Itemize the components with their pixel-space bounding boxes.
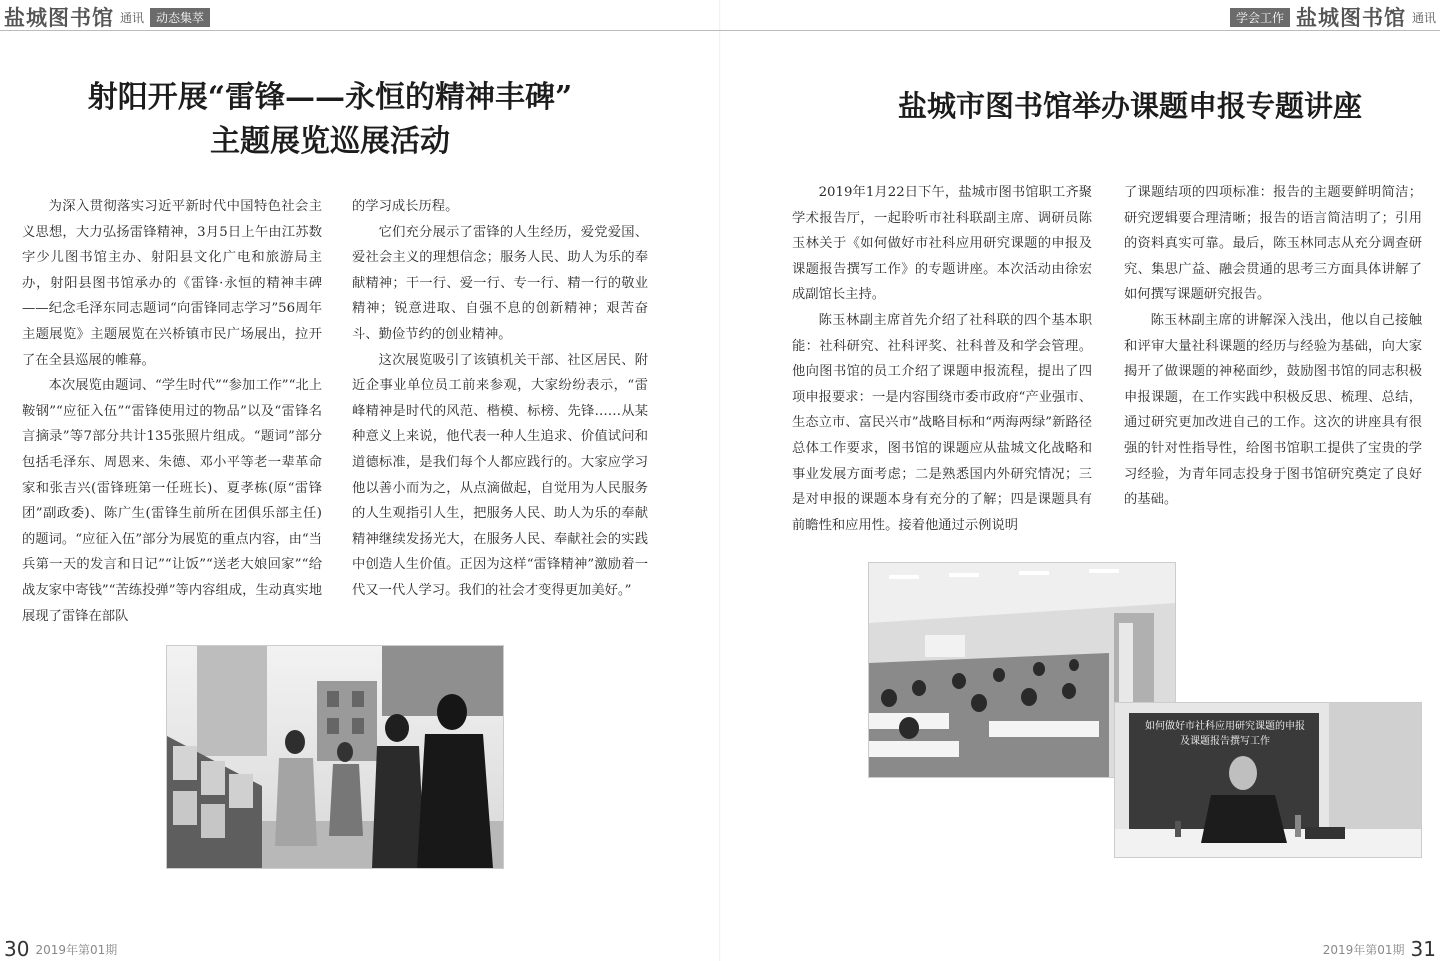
library-logo: 盐城图书馆 bbox=[1295, 5, 1406, 30]
page-number: 30 bbox=[4, 937, 30, 961]
header-subtitle: 通讯 bbox=[1411, 10, 1436, 25]
left-footer bbox=[4, 935, 117, 961]
section-tag: 学会工作 bbox=[1230, 8, 1290, 27]
screen-line-1: 如何做好市社科应用研究课题的申报 bbox=[1145, 721, 1305, 732]
issue-label: 2019年第01期 bbox=[1322, 943, 1405, 957]
title-line-1: 射阳开展“雷锋——永恒的精神丰碑” bbox=[87, 80, 573, 115]
issue-label: 2019年第01期 bbox=[35, 943, 118, 957]
right-footer bbox=[1323, 935, 1436, 961]
article-column-1 bbox=[792, 180, 1092, 538]
article-column-1 bbox=[22, 194, 322, 629]
paragraph: 本次展览由题词、“学生时代”“参加工作”“北上鞍钢”“应征入伍”“雷锋使用过的物品”以及“雷锋名言摘录”等7部分共计135张照片组成。“题词”部分包括毛泽东、周恩来、朱德、邓小平等老一辈革命家和张吉兴(雷锋班第一任班长)、夏孝栋(原“雷锋团”副政委)、陈广生(雷锋生前所在团俱乐部主任)的题词。“应征入伍”部分为展览的重点内容，由“当兵第一天的发言和日记”“让饭”“送老大娘回家”“给战友家中寄钱”“苦练投弹”等内容组成，生动真实地展现了雷锋在部队 bbox=[22, 378, 322, 624]
right-header bbox=[1230, 4, 1436, 30]
paragraph: 为深入贯彻落实习近平新时代中国特色社会主义思想，大力弘扬雷锋精神，3月5日上午由江苏数字少儿图书馆主办、射阳县文化广电和旅游局主办，射阳县图书馆承办的《雷锋·永恒的精神丰碑——纪念毛泽东同志题词“向雷锋同志学习”56周年主题展览》主题展览在兴桥镇市民广场展出，拉开了在全县巡展的帷幕。 bbox=[22, 199, 322, 368]
right-page bbox=[720, 0, 1440, 961]
article-column-2 bbox=[1124, 180, 1422, 513]
projection-screen-text bbox=[1137, 719, 1313, 749]
paragraph: 2019年1月22日下午，盐城市图书馆职工齐聚学术报告厅，一起聆听市社科联副主席、调研员陈玉林关于《如何做好市社科应用研究课题的申报及课题报告撰写工作》的专题讲座。本次活动由徐宏成副馆长主持。 bbox=[792, 185, 1092, 303]
paragraph: 陈玉林副主席首先介绍了社科联的四个基本职能：社科研究、社科评奖、社科普及和学会管理。他向图书馆的员工介绍了课题申报流程，提出了四项申报要求：一是内容围绕市委市政府“产业强市、生态立市、富民兴市”战略目标和“两海两绿”新路径总体工作要求，图书馆的课题应从盐城文化战略和事业发展方面考虑；二是熟悉国内外研究情况；三是对申报的课题本身有充分的了解；四是课题具有前瞻性和应用性。接着他通过示例说明 bbox=[792, 312, 1092, 533]
article-title bbox=[0, 76, 660, 164]
section-tag: 动态集萃 bbox=[150, 8, 210, 27]
left-header bbox=[4, 4, 210, 30]
article-column-2 bbox=[352, 194, 648, 604]
library-logo: 盐城图书馆 bbox=[4, 5, 114, 30]
exhibition-photo bbox=[166, 645, 504, 869]
screen-line-2: 及课题报告撰写工作 bbox=[1180, 736, 1270, 747]
page-number: 31 bbox=[1410, 937, 1436, 961]
paragraph: 陈玉林副主席的讲解深入浅出，他以自己接触和评审大量社科课题的经历与经验为基础，向大家揭开了做课题的神秘面纱，鼓励图书馆的同志积极申报课题，在工作实践中积极反思、梳理、总结，通过研究更加改进自己的工作。这次的讲座具有很强的针对性指导性，给图书馆职工提供了宝贵的学习经验，为青年同志投身于图书馆研究奠定了良好的基础。 bbox=[1124, 312, 1422, 508]
paragraph-continued: 了课题结项的四项标准：报告的主题要鲜明简洁；研究逻辑要合理清晰；报告的语言简洁明了；引用的资料真实可靠。最后，陈玉林同志从充分调查研究、集思广益、融会贯通的思考三方面具体讲解了如何撰写课题研究报告。 bbox=[1124, 185, 1422, 303]
speaker-photo bbox=[1114, 702, 1422, 858]
article-title: 盐城市图书馆举办课题申报专题讲座 bbox=[897, 89, 1362, 123]
paragraph: 它们充分展示了雷锋的人生经历，爱党爱国、爱社会主义的理想信念；服务人民、助人为乐的奉献精神；干一行、爱一行、专一行、精一行的敬业精神；锐意进取、自强不息的创新精神；艰苦奋斗、勤俭节约的创业精神。 bbox=[352, 224, 648, 342]
exhibition-photo-image bbox=[167, 646, 503, 868]
header-rule bbox=[0, 30, 720, 31]
header-rule bbox=[720, 30, 1440, 31]
paragraph-continued: 的学习成长历程。 bbox=[352, 199, 459, 214]
paragraph: 这次展览吸引了该镇机关干部、社区居民、附近企事业单位员工前来参观，大家纷纷表示，“雷峰精神是时代的风范、楷模、标榜、先锋……从某种意义上来说，他代表一种人生追求、价值试问和道德标准，是我们每个人都应践行的。大家应学习他以善小而为之，从点滴做起，自觉用为人民服务的人生观指引人生，把服务人民、助人为乐的奉献精神继续发扬光大，在服务人民、奉献社会的实践中创造人生价值。正因为这样“雷锋精神”激励着一代又一代人学习。我们的社会才变得更加美好。” bbox=[352, 352, 648, 598]
title-line-2: 主题展览巡展活动 bbox=[210, 124, 450, 159]
header-subtitle: 通讯 bbox=[120, 10, 145, 25]
